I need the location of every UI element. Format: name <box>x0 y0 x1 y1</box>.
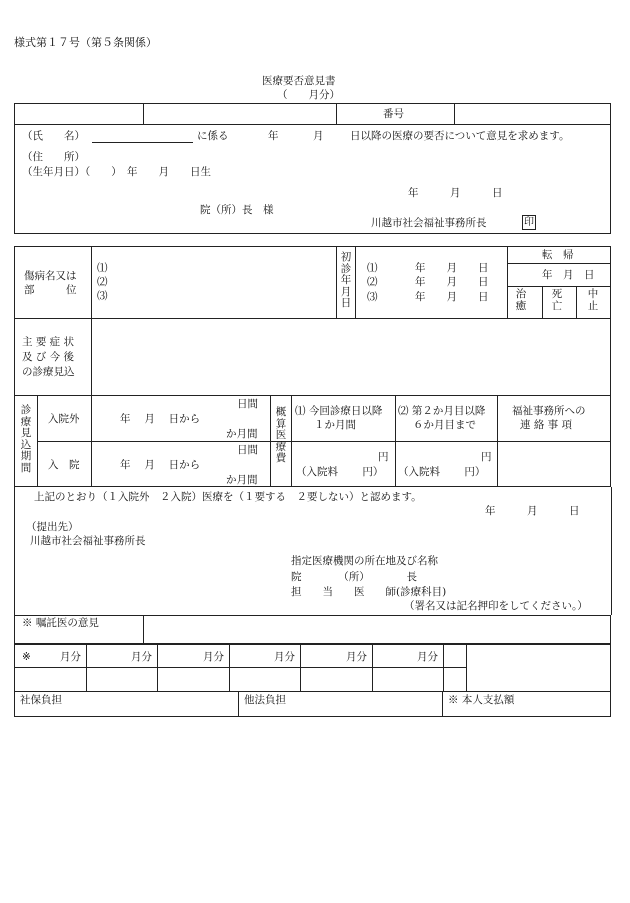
divider <box>86 644 87 691</box>
name-underline <box>92 142 193 143</box>
date-row-no: ⑴ <box>367 262 378 274</box>
month-cell: 月分 <box>417 651 438 663</box>
yen-label: 円 <box>481 451 492 463</box>
month-line: （ 月分） <box>277 89 340 101</box>
divider <box>14 667 466 668</box>
month-cell: 月分 <box>346 651 367 663</box>
request-date: 年 月 日 <box>408 187 503 199</box>
symptoms-label-1: 主 要 症 状 <box>22 336 75 348</box>
divider <box>454 103 455 124</box>
divider <box>291 395 292 487</box>
divider <box>507 286 611 287</box>
divider <box>611 487 612 615</box>
inpatient-from: 年 月 日から <box>120 459 201 471</box>
kakaru-label: に係る <box>197 130 229 142</box>
date-row-ymd: 年 月 日 <box>415 291 489 303</box>
inpatient-fee-2: （入院料 円） <box>398 466 486 478</box>
cost-col1-line1: ⑴ 今回診療日以降 <box>295 405 383 417</box>
outcome-cured: 治癒 <box>515 288 527 312</box>
address-label: （住 所） <box>22 151 85 163</box>
divider <box>238 691 239 717</box>
divider <box>270 395 271 487</box>
cost-col2-line2: ６か月目まで <box>413 419 476 431</box>
divider <box>507 246 508 318</box>
divider <box>157 644 158 691</box>
diagnosis-label-1: 傷病名又は <box>24 270 77 282</box>
divider <box>229 644 230 691</box>
billing-area <box>14 644 611 717</box>
months-mark: ※ <box>22 651 31 663</box>
month-cell: 月分 <box>203 651 224 663</box>
divider <box>14 124 611 125</box>
tenki-label: 転 帰 <box>542 249 574 261</box>
cost-label: 概算医療費 <box>275 406 287 464</box>
diagnosis-label-2: 部 位 <box>24 284 77 296</box>
seal-mark: 印 <box>524 217 534 228</box>
divider <box>542 286 543 318</box>
number-label: 番号 <box>383 108 404 120</box>
contact-label-1: 福祉事務所への <box>512 405 586 417</box>
contact-label-2: 連 絡 事 項 <box>520 419 573 431</box>
director-label: 院 （所） 長 <box>291 571 417 583</box>
request-text: 日以降の医療の要否について意見を求めます。 <box>350 130 570 142</box>
diagnosis-item: ⑵ <box>97 276 108 288</box>
diagnosis-item: ⑴ <box>97 262 108 274</box>
divider <box>372 644 373 691</box>
divider <box>14 691 611 692</box>
divider <box>14 395 611 396</box>
doctor-label: 担 当 医 師(診療科目) <box>291 586 447 598</box>
form-title: 医療要否意見書 <box>262 75 336 87</box>
divider <box>443 644 444 691</box>
divider <box>143 103 144 124</box>
tenki-date: 年 月 日 <box>542 269 595 281</box>
outpatient-months: か月間 <box>226 428 258 440</box>
period-label: 診療見込期間 <box>20 404 32 474</box>
symptoms-label-2: 及 び 今 後 <box>22 351 75 363</box>
divider <box>442 691 443 717</box>
outpatient-label: 入院外 <box>48 413 80 425</box>
divider <box>507 263 611 264</box>
month-cell: 月分 <box>131 651 152 663</box>
divider <box>466 644 467 691</box>
cost-col1-line2: １か月間 <box>314 419 356 431</box>
submit-label: （提出先） <box>26 521 79 533</box>
divider <box>576 286 577 318</box>
date-row-no: ⑶ <box>367 291 378 303</box>
divider <box>355 246 356 318</box>
inpatient-label: 入 院 <box>48 459 80 471</box>
divider <box>300 644 301 691</box>
inpatient-months: か月間 <box>226 474 258 486</box>
outpatient-days: 日間 <box>237 398 258 410</box>
divider <box>395 395 396 487</box>
divider <box>91 246 92 487</box>
signature-note: （署名又は記名押印をしてください。） <box>404 600 588 612</box>
divider <box>336 246 337 318</box>
first-visit-label: 初診年月日 <box>340 251 352 309</box>
diagnosis-item: ⑶ <box>97 290 108 302</box>
divider <box>336 103 337 124</box>
commission-label: ※ 嘱託医の意見 <box>22 617 99 629</box>
approval-date: 年 月 日 <box>485 505 580 517</box>
month-cell: 月分 <box>274 651 295 663</box>
divider <box>14 487 15 615</box>
hospital-addressee: 院（所）長 様 <box>200 204 274 216</box>
form-number: 様式第１７号（第５条関係） <box>14 36 157 49</box>
divider <box>37 441 611 442</box>
symptoms-label-3: の診療見込 <box>22 366 75 378</box>
inpatient-days: 日間 <box>237 444 258 456</box>
month-label: 月 <box>313 130 324 142</box>
month-cell: 月分 <box>60 651 81 663</box>
taho-label: 他法負担 <box>244 694 286 706</box>
divider <box>14 318 611 319</box>
outpatient-from: 年 月 日から <box>120 413 201 425</box>
issuer: 川越市社会福祉事務所長 <box>371 217 487 229</box>
commission-row <box>14 615 611 644</box>
outcome-stopped: 中止 <box>587 288 599 312</box>
cost-col2-line1: ⑵ 第２か月目以降 <box>398 405 486 417</box>
date-row-no: ⑵ <box>367 276 378 288</box>
institution-label: 指定医療機関の所在地及び名称 <box>291 555 438 567</box>
date-row-ymd: 年 月 日 <box>415 262 489 274</box>
shaho-label: 社保負担 <box>20 694 62 706</box>
outcome-died: 死亡 <box>551 288 563 312</box>
approval-statement: 上記のとおり（１入院外 ２入院）医療を（１要する ２要しない）と認めます。 <box>34 491 422 503</box>
year-label: 年 <box>268 130 279 142</box>
self-pay-label: ※ 本人支払額 <box>448 694 515 706</box>
inpatient-fee-1: （入院料 円） <box>296 466 384 478</box>
date-row-ymd: 年 月 日 <box>415 276 489 288</box>
yen-label: 円 <box>378 451 389 463</box>
divider <box>497 395 498 487</box>
name-label: （氏 名） <box>22 130 85 142</box>
submit-to: 川越市社会福祉事務所長 <box>30 535 146 547</box>
birth-label: （生年月日）（ ） 年 月 日生 <box>22 166 211 178</box>
divider <box>143 615 144 644</box>
